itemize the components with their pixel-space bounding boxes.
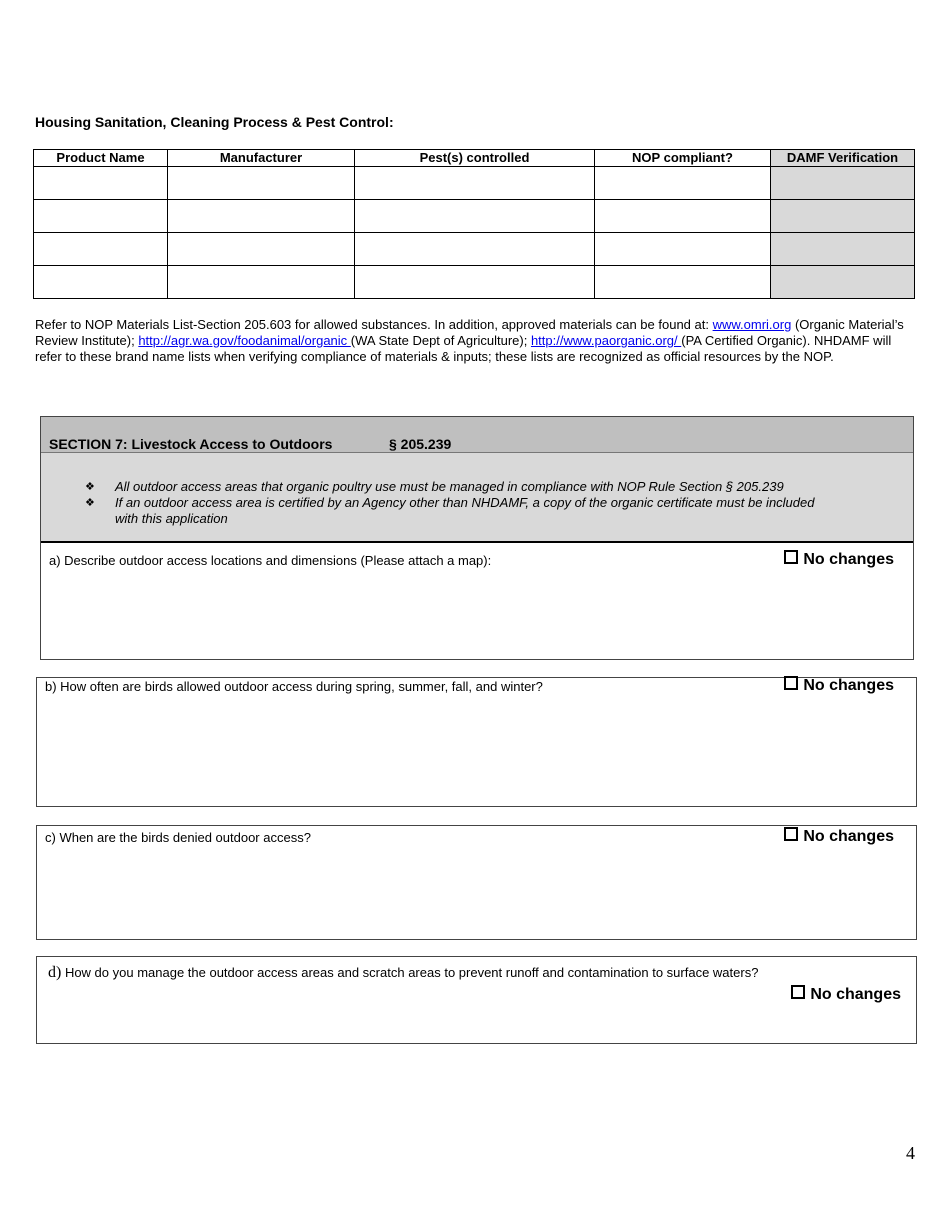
diamond-bullet-icon: ❖ [85, 481, 95, 493]
checkbox-icon[interactable] [784, 550, 798, 564]
question-d-letter: d) [48, 964, 62, 981]
question-b-box[interactable] [36, 677, 917, 807]
section-heading: Housing Sanitation, Cleaning Process & Pest Control: [35, 114, 394, 130]
cell-damf-verification [771, 167, 915, 200]
cell-manufacturer[interactable] [168, 200, 355, 233]
no-changes-label: No changes [810, 986, 901, 1003]
reference-paragraph [35, 317, 905, 365]
col-manufacturer: Manufacturer [168, 150, 355, 167]
col-product-name: Product Name [34, 150, 168, 167]
question-c-box[interactable] [36, 825, 917, 940]
table-row [34, 200, 915, 233]
refer-text-2: (Organic Material’s Review Institute); [35, 317, 904, 348]
refer-text-4: (PA Certified Organic). NHDAMF will refer to these brand name lists when verifying compliance of materials & inputs; these lists are recognized as official resources by the NOP. [35, 333, 892, 364]
refer-text-1: Refer to NOP Materials List-Section 205.603 for allowed substances. In addition, approved materials can be found at: [35, 317, 713, 332]
section-7-title: SECTION 7: Livestock Access to Outdoors [49, 436, 333, 452]
no-changes-a[interactable] [784, 550, 894, 569]
cell-manufacturer[interactable] [168, 266, 355, 299]
cell-pests-controlled[interactable] [355, 200, 595, 233]
note-text: If an outdoor access area is certified by an Agency other than NHDAMF, a copy of the organic certificate must be included with this application [115, 495, 815, 526]
cell-damf-verification [771, 266, 915, 299]
omri-link[interactable]: www.omri.org [712, 317, 792, 332]
section-7-box [40, 416, 914, 660]
cell-nop-compliant[interactable] [595, 200, 771, 233]
cell-product-name[interactable] [34, 266, 168, 299]
col-pests-controlled: Pest(s) controlled [355, 150, 595, 167]
question-d-text: How do you manage the outdoor access areas and scratch areas to prevent runoff and contamination to surface waters? [61, 965, 759, 980]
cell-product-name[interactable] [34, 167, 168, 200]
checkbox-icon[interactable] [784, 827, 798, 841]
cell-pests-controlled[interactable] [355, 167, 595, 200]
diamond-bullet-icon: ❖ [85, 497, 95, 509]
cell-manufacturer[interactable] [168, 167, 355, 200]
cell-nop-compliant[interactable] [595, 167, 771, 200]
question-a: a) Describe outdoor access locations and dimensions (Please attach a map): [49, 553, 492, 568]
wa-agr-link[interactable]: http://agr.wa.gov/foodanimal/organic [138, 333, 351, 348]
section-7-notes [41, 453, 913, 543]
note-item [85, 495, 825, 527]
no-changes-label: No changes [803, 551, 894, 568]
cell-damf-verification [771, 233, 915, 266]
note-item [85, 479, 825, 495]
col-nop-compliant: NOP compliant? [595, 150, 771, 167]
no-changes-label: No changes [803, 677, 894, 694]
section-7-rule: § 205.239 [389, 436, 452, 452]
products-table [33, 149, 915, 299]
table-row [34, 233, 915, 266]
refer-text-3: (WA State Dept of Agriculture); [350, 333, 531, 348]
no-changes-b[interactable] [784, 676, 894, 695]
cell-damf-verification [771, 200, 915, 233]
cell-manufacturer[interactable] [168, 233, 355, 266]
checkbox-icon[interactable] [791, 985, 805, 999]
question-d-box[interactable] [36, 956, 917, 1044]
table-row [34, 167, 915, 200]
no-changes-label: No changes [803, 828, 894, 845]
note-text: All outdoor access areas that organic poultry use must be managed in compliance with NOP Rule Section § 205.239 [115, 479, 784, 494]
cell-nop-compliant[interactable] [595, 266, 771, 299]
question-c: c) When are the birds denied outdoor access? [45, 830, 311, 845]
cell-pests-controlled[interactable] [355, 266, 595, 299]
section-7-header [41, 417, 913, 453]
question-b: b) How often are birds allowed outdoor access during spring, summer, fall, and winter? [45, 679, 543, 694]
no-changes-c[interactable] [784, 827, 894, 846]
cell-pests-controlled[interactable] [355, 233, 595, 266]
table-header-row [34, 150, 915, 167]
checkbox-icon[interactable] [784, 676, 798, 690]
cell-nop-compliant[interactable] [595, 233, 771, 266]
cell-product-name[interactable] [34, 233, 168, 266]
page-number: 4 [906, 1143, 915, 1163]
cell-product-name[interactable] [34, 200, 168, 233]
question-d [48, 964, 758, 982]
col-damf-verification: DAMF Verification [771, 150, 915, 167]
no-changes-d[interactable] [791, 985, 901, 1004]
paorganic-link[interactable]: http://www.paorganic.org/ [530, 333, 682, 348]
table-row [34, 266, 915, 299]
